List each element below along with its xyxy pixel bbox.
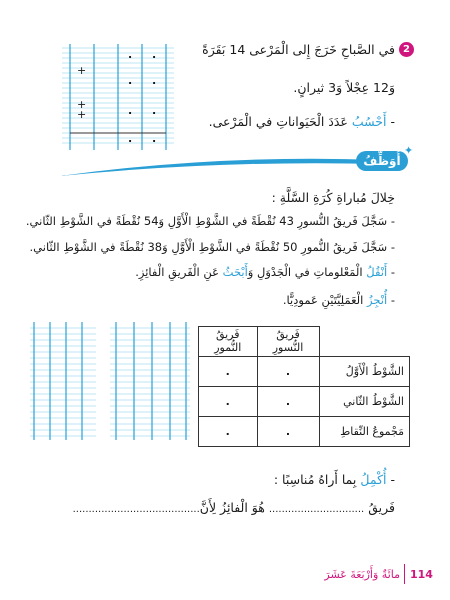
- instruction-text: الْعَمَلِيَّتَيْنِ عَمودِيًّا.: [282, 293, 364, 307]
- grid-lines: [30, 322, 96, 440]
- plus-sign-3: +: [77, 108, 87, 121]
- instruction-verb: أَحْسُبُ: [351, 114, 387, 129]
- exercise2-line1: في الصَّباحِ خَرَجَ إِلى الْمَرْعى 14 بَقَرَةً: [202, 42, 395, 57]
- exercise2-line2: وَ12 عِجْلاً وَ3 ثيرانٍ.: [293, 80, 395, 95]
- table-cell[interactable]: .: [199, 386, 258, 416]
- table-row: [199, 416, 410, 446]
- plus-sign-1: +: [77, 64, 87, 77]
- exercise3-line3: [135, 265, 395, 279]
- table-cell[interactable]: .: [257, 386, 319, 416]
- exercise3-line1: - سَجَّلَ فَريقُ النُّسورِ 43 نُقْطَةً في الشَّوْطِ الْأَوَّلِ وَ54 نُقْطَةً في الشَّوْطِ الثّاني.: [25, 214, 395, 228]
- instruction-verb: أَنْقُلُ: [366, 265, 388, 279]
- sentence-mid: هُوَ الْفائِزُ لِأَنَّ: [199, 500, 265, 515]
- calculation-grid-top[interactable]: [62, 44, 174, 150]
- grid-dot: .: [128, 104, 133, 117]
- instruction-verb: أُنْجِزُ: [367, 293, 388, 307]
- table-header-eagles: فَريقُ النُّسورِ: [257, 327, 319, 357]
- calculation-grid-left[interactable]: [30, 322, 96, 440]
- row-label: الشَّوْطُ الْأَوَّلُ: [319, 356, 410, 386]
- row-label: الشَّوْطُ الثّاني: [319, 386, 410, 416]
- footer-divider: [404, 564, 405, 584]
- completion-instruction: [274, 472, 395, 487]
- instruction-text: بِما أَراهُ مُناسِبًا :: [273, 472, 357, 487]
- completion-sentence: [73, 500, 395, 515]
- grid-dot: .: [128, 48, 133, 61]
- answer-blank-reason[interactable]: ........................................: [72, 504, 200, 515]
- grid-dot: .: [128, 74, 133, 87]
- table-cell[interactable]: .: [257, 416, 319, 446]
- scores-table: [198, 326, 410, 447]
- page-number-words: مائَةٌ وَأَرْبَعَةَ عَشَرَ: [324, 568, 400, 581]
- section-banner-swoosh: [60, 148, 380, 178]
- instruction-verb: أُكْمِلُ: [360, 472, 387, 487]
- table-header-row: [199, 327, 410, 357]
- table-corner: [319, 327, 410, 357]
- grid-dot: .: [128, 132, 133, 145]
- grid-lines: [62, 44, 174, 150]
- sparkle-icon: ✦: [404, 144, 414, 157]
- exercise3-line2: - سَجَّلَ فَريقُ النُّمورِ 50 نُقْطَةً في الشَّوْطِ الْأَوَّلِ وَ38 نُقْطَةً في الشَّوْطِ الثّاني.: [29, 240, 395, 254]
- calculation-grid-right[interactable]: [110, 322, 190, 440]
- table-cell[interactable]: .: [199, 356, 258, 386]
- grid-dot: .: [152, 104, 157, 117]
- grid-dot: .: [152, 48, 157, 61]
- table-row: [199, 386, 410, 416]
- section-title-badge: [356, 151, 408, 171]
- table-cell[interactable]: .: [199, 416, 258, 446]
- instruction-text: عَنِ الْفَريقِ الْفائِزِ.: [135, 265, 219, 279]
- table-row: [199, 356, 410, 386]
- table-header-tigers: فَريقُ النُّمورِ: [199, 327, 258, 357]
- sentence-start: فَريقُ: [368, 500, 395, 515]
- dash: -: [390, 293, 395, 307]
- instruction-verb: أَبْحَثُ: [222, 265, 248, 279]
- answer-blank-team[interactable]: ..............................: [268, 504, 365, 515]
- dash: -: [390, 472, 395, 487]
- exercise2-line3: [209, 114, 395, 129]
- dash: -: [390, 265, 395, 279]
- exercise3-line4: [283, 293, 395, 307]
- exercise3-intro: خِلالَ مُباراةِ كُرَةِ السَّلَّةِ :: [271, 190, 395, 205]
- grid-lines: [110, 322, 190, 440]
- section-title: أُوَظِّفُ: [363, 154, 401, 168]
- plus-sign-2: +: [77, 98, 87, 111]
- grid-dot: .: [152, 74, 157, 87]
- row-label: مَجْموعُ النِّقاطِ: [319, 416, 410, 446]
- table-cell[interactable]: .: [257, 356, 319, 386]
- instruction-text: الْمَعْلوماتِ في الْجَدْوَلِ وَ: [247, 265, 363, 279]
- page-number: 114: [410, 568, 433, 581]
- exercise-number-badge: 2: [399, 42, 414, 57]
- grid-dot: .: [152, 132, 157, 145]
- instruction-text: عَدَدَ الْحَيَواناتِ في الْمَرْعى.: [208, 114, 348, 129]
- dash: -: [390, 114, 395, 129]
